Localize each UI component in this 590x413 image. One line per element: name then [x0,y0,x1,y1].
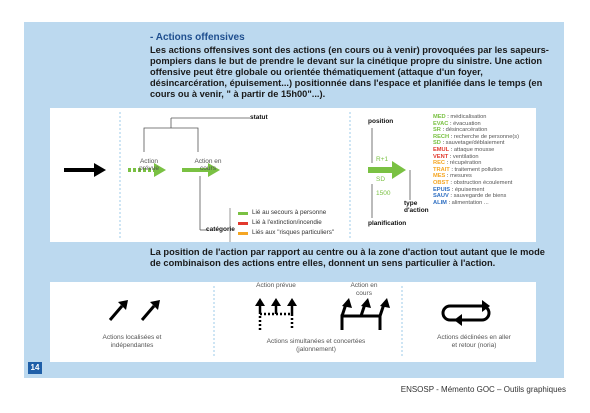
code-item: SAUV : sauvegarde de biens [433,193,507,200]
legend-item-risques: Liés aux "risques particuliers" [252,229,335,236]
planned-comb-icon [255,298,297,330]
legend-swatch [238,232,248,235]
localized-arrows-icon [110,300,160,320]
legend-swatch [238,222,248,225]
ongoing-comb-icon [342,298,390,330]
code-item: TRAIT : traitement pollution [433,166,503,173]
caption-planned: Action prévue [256,282,296,289]
legend-swatch [238,212,248,215]
type-action-label: type d'action [404,200,429,214]
page-number: 14 [28,362,42,374]
position-label: position [368,118,394,125]
action-prevue-label: Action prévue [139,158,159,172]
action-code-list [433,114,519,206]
sd-label: SD [376,176,386,183]
code-item: ALIM : alimentation ... [433,199,489,206]
caption-ongoing: Action en cours [350,282,378,297]
black-arrow-icon [64,163,106,177]
code-item: REC : récupération [433,160,482,167]
caption-noria: Actions déclinées en aller et retour (noria) [437,334,511,349]
code-item: VENT : ventilation [433,153,479,160]
statut-label: statut [250,114,268,121]
legend-item-incendie: Lié à l'extinction/incendie [252,219,322,226]
code-item: OBST : obstruction écoulement [433,179,513,186]
code-item: SR : désincarcération [433,127,488,134]
action-en-cours-label: Action en cours [194,158,222,172]
r1-label: R+1 [376,156,389,163]
combination-diagram-box [50,282,536,362]
code-item: EMUL : attaque mousse [433,146,495,153]
round-trip-loop-icon [443,300,490,326]
code-item: MED : médicalisation [433,114,487,120]
mid-paragraph: La position de l'action par rapport au centre ou à la zone d'action tout autant que le mode de combinaison des actions entre elles, donnent un sens particulier à l'action. [150,247,545,268]
planification-label: planification [368,220,407,227]
code-item: RECH : recherche de personne(s) [433,133,520,140]
legend-item-secours: Lié au secours à personne [252,209,327,216]
intro-paragraph: Les actions offensives sont des actions (en cours ou à venir) provoquées par les sapeurs-pompiers dans le but de prendre le devant sur la cinétique propre du sinistre. Une action offensive peut être globale ou orientée thématiquement (attaque d'un foyer, désincarcération, épuisement...) positionnée dans l'espace et planifiée dans le temps (en cours ou à venir, " à partir de 15h00"...). [150,45,549,99]
caption-localized: Actions localisées et indépendantes [102,334,162,349]
code-item: SD : sauvetage/déblaiement [433,140,505,147]
time-label: 1500 [376,190,391,197]
code-item: EPUIS : épuisement [433,186,485,193]
code-item: MES : mesures [433,173,472,180]
code-item: EVAC : évacuation [433,120,481,127]
positioned-action-arrow-icon [368,161,406,179]
section-title: - Actions offensives [150,32,245,43]
footer-text: ENSOSP - Mémento GOC – Outils graphiques [400,385,566,394]
categorie-label: catégorie [206,226,235,233]
action-diagram-box [50,108,536,242]
caption-simultaneous: Actions simultanées et concertées (jalonnement) [266,338,366,353]
page-panel [24,22,564,378]
